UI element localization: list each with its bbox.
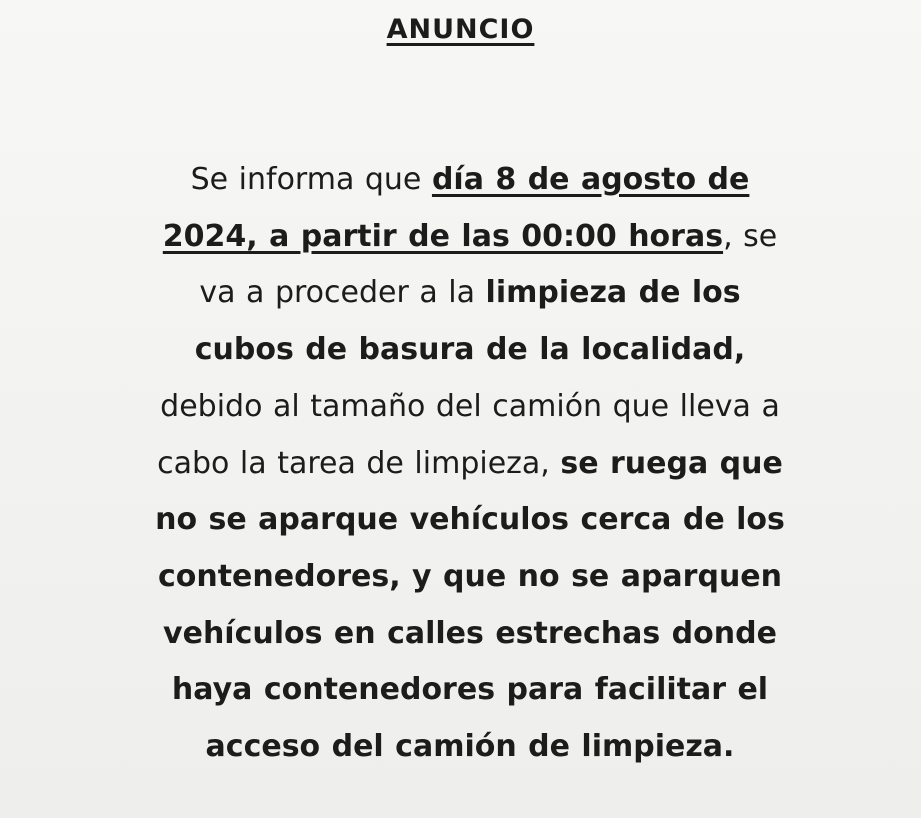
announcement-title: ANUNCIO: [386, 14, 535, 45]
body-line-6: [120, 436, 820, 493]
body-line-4-bold: cubos de basura de la localidad,: [194, 332, 746, 368]
body-line-9: [120, 606, 820, 663]
body-line-8: [120, 549, 820, 606]
body-line-8-bold: contenedores, y que no se aparquen: [157, 558, 783, 594]
body-line-2-plain: , se: [723, 218, 778, 254]
body-line-10-bold: haya contenedores para facilitar el: [171, 672, 769, 708]
body-line-3-bold: limpieza de los: [485, 275, 741, 311]
body-line-1-plain: Se informa que: [190, 162, 432, 197]
body-line-10: [120, 662, 820, 719]
body-line-5: [120, 379, 820, 436]
date-highlight-1: día 8 de agosto de: [431, 162, 750, 197]
announcement-body: [120, 152, 820, 776]
body-line-3: [120, 265, 820, 322]
body-line-2: [120, 209, 820, 266]
body-line-7-bold: no se aparque vehículos cerca de los: [155, 502, 785, 538]
body-line-4: [120, 322, 820, 379]
body-line-11: [120, 719, 820, 776]
body-line-5-plain: debido al tamaño del camión que lleva a: [160, 388, 780, 424]
date-highlight-2: 2024, a partir de las 00:00 horas: [162, 218, 724, 254]
body-line-1: [120, 152, 820, 209]
body-line-3-plain: va a proceder a la: [199, 275, 486, 311]
body-line-6-bold: se ruega que: [560, 445, 783, 481]
body-line-6-plain: cabo la tarea de limpieza,: [157, 445, 561, 481]
body-line-11-bold: acceso del camión de limpieza.: [205, 729, 735, 765]
body-line-7: [120, 492, 820, 549]
body-line-9-bold: vehículos en calles estrechas donde: [163, 615, 777, 651]
